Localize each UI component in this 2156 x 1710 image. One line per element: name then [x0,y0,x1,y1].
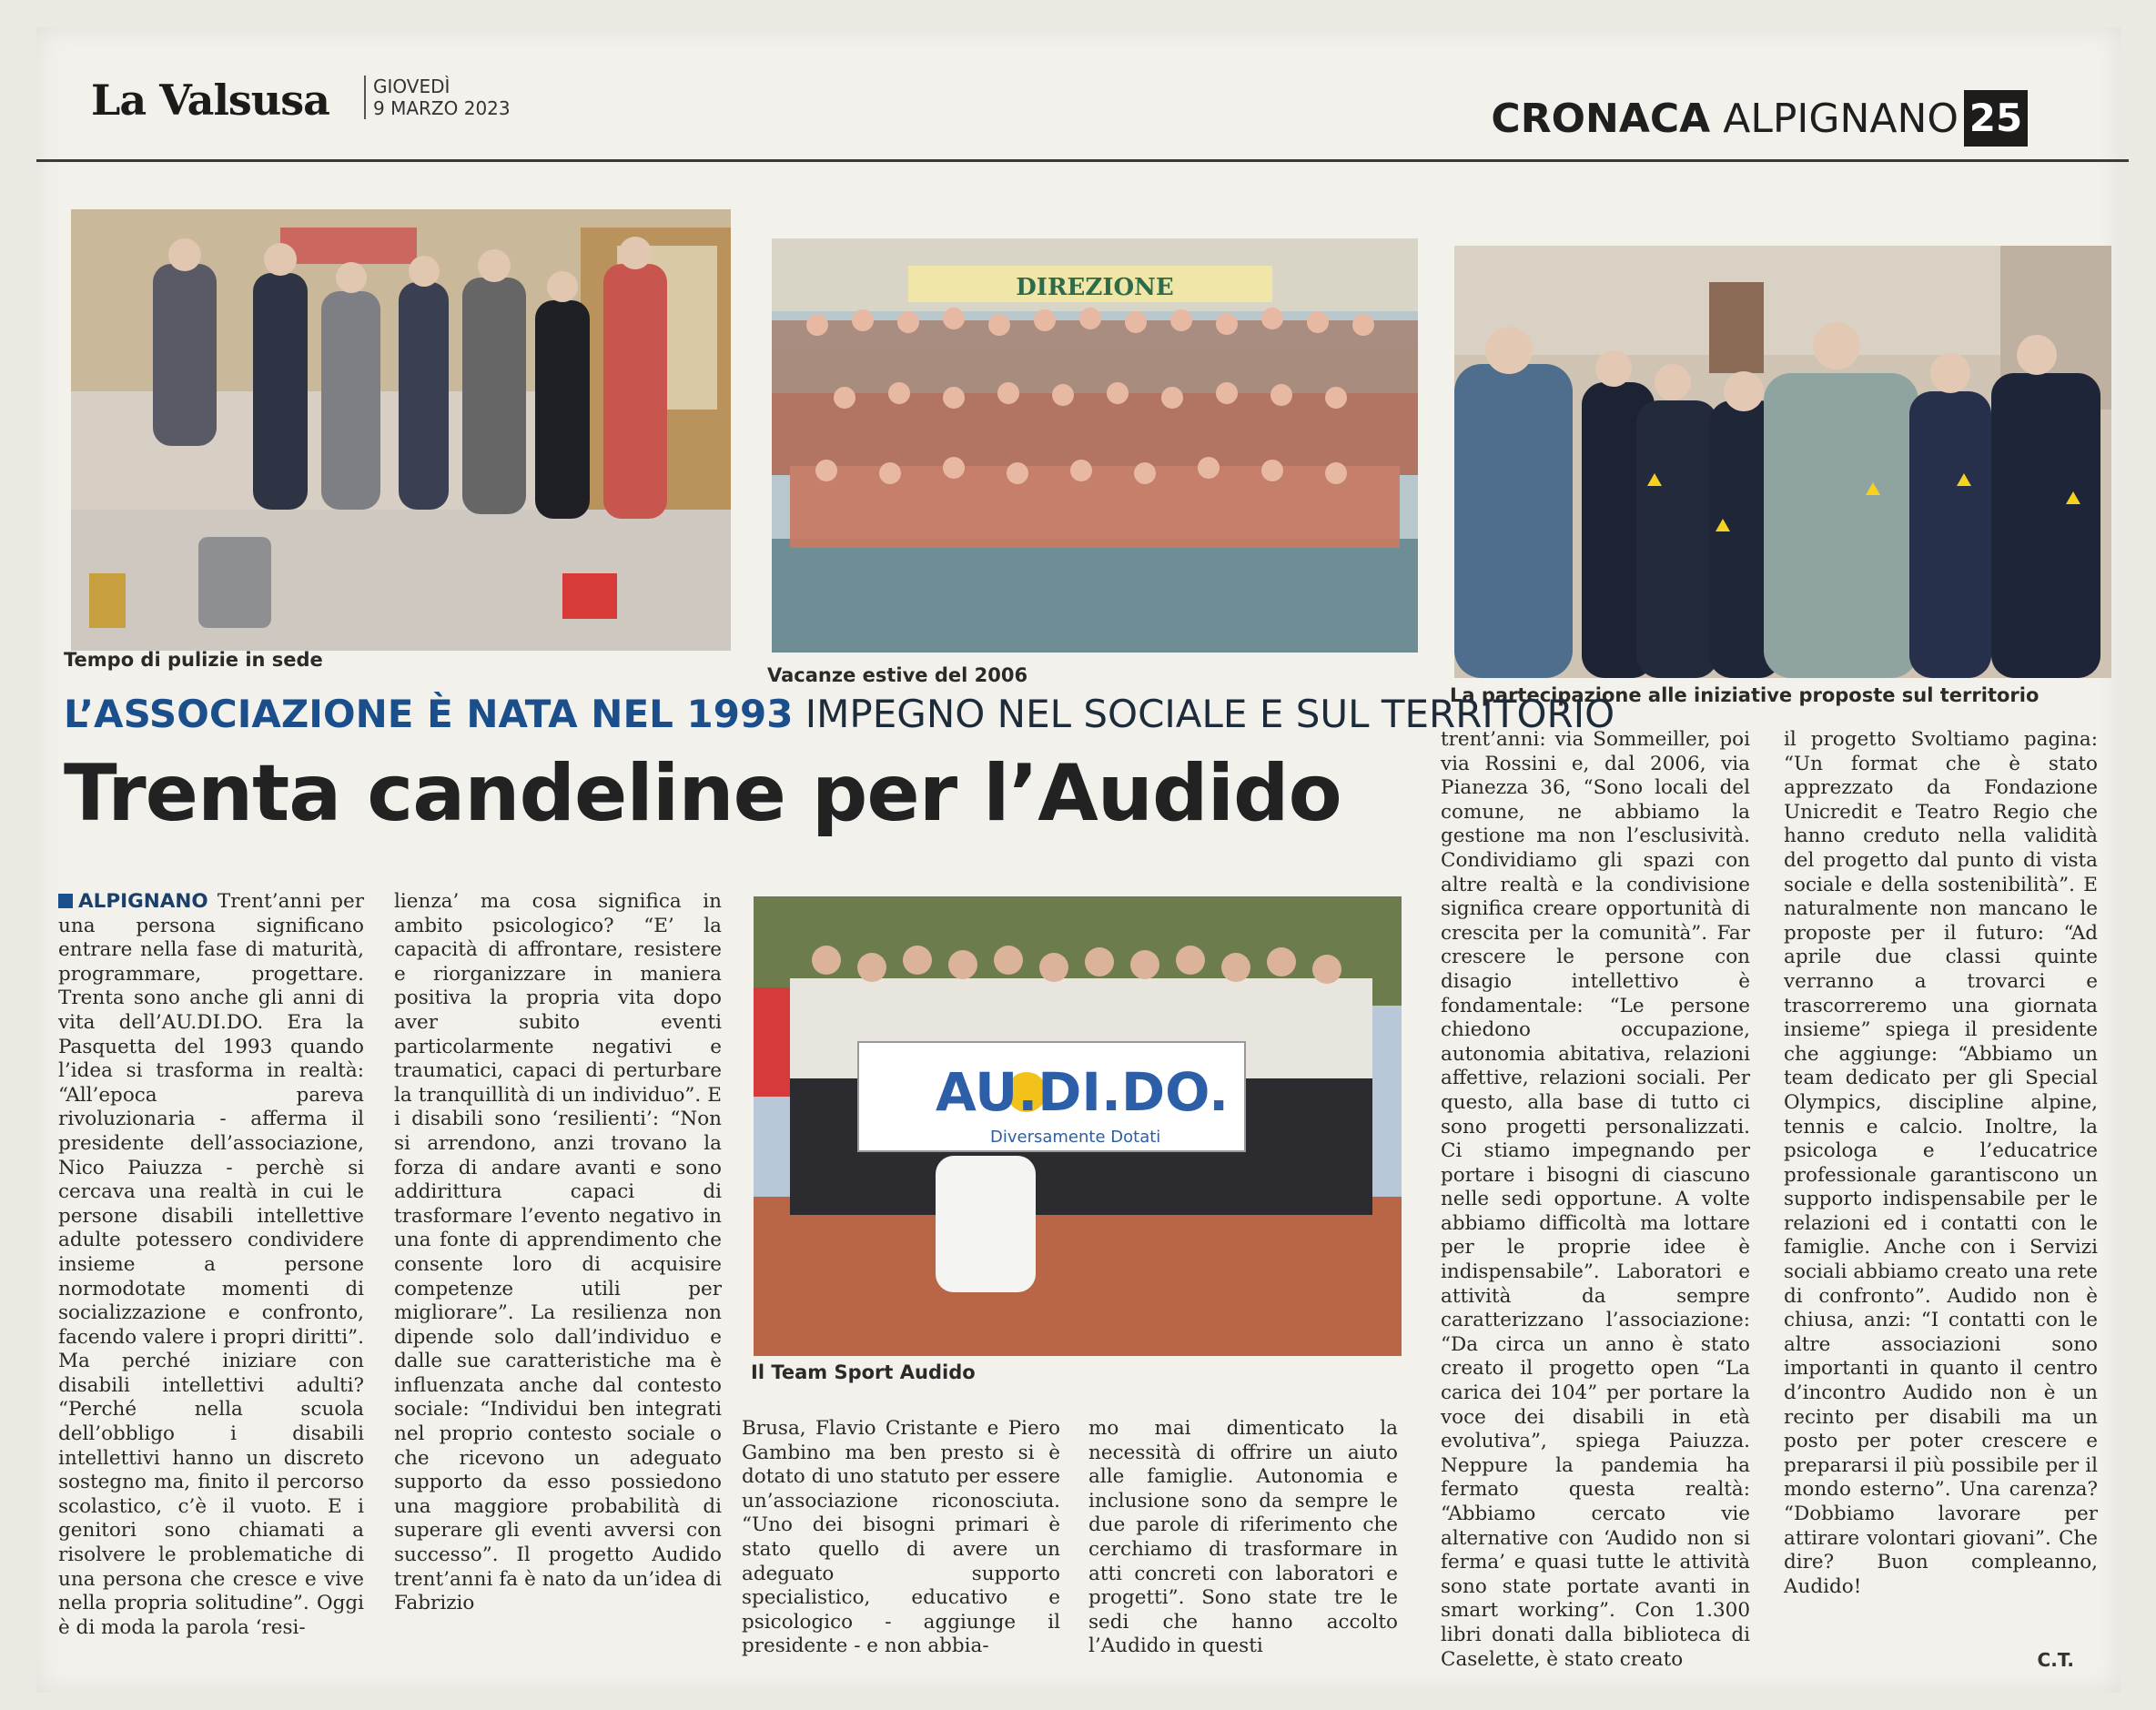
photo-territory [1454,246,2111,678]
article-column-2 [394,890,722,1616]
photo-cleaning [71,209,731,651]
column-1-text: Trent’anni per una persona significano entrare nella fase di maturità, programmare, progettare. Trenta sono anche gli anni di vita dell’AU.DI.DO. Era la Pasquetta del 1993 quando l’idea si trasforma in realtà: “All’epoca pareva rivoluzionaria - afferma il presidente dell’associazione, Nico Paiuzza - perchè si cercava una realtà in cui le persone disabili intellettive adulte potessero condividere insieme a persone normodotate momenti di socializzazione e confronto, facendo valere i propri diritti”. Ma perché iniziare con disabili intellettivi adulti? “Perché nella scuola dell’obbligo i disabili intellettivi hanno un discreto sostegno ma, finito il percorso scolastico, c’è il vuoto. E i genitori sono chiamati a risolvere le problematiche di una persona che cresce e vive nella propria solitudine”. Oggi è di moda la parola ‘resi- [58,890,364,1639]
masthead-rule [36,159,2129,162]
article-column-3 [742,1417,1060,1659]
caption-territory: La partecipazione alle iniziative proposte sul territorio [1450,684,2040,706]
kicker-highlight: L’ASSOCIAZIONE È NATA NEL 1993 [64,692,794,736]
photo-summer-2006 [772,238,1418,653]
dateline-square [58,894,73,908]
kicker-rest: IMPEGNO NEL SOCIALE E SUL TERRITORIO [805,692,1615,736]
masthead [36,50,2039,150]
issue-day: GIOVEDÌ [373,76,450,97]
article-column-1 [58,890,364,1640]
direzione-sign: DIREZIONE [1016,274,1174,301]
page-number: 25 [1964,90,2028,147]
issue-date [364,76,511,119]
article-column-5 [1441,728,1750,1672]
column-6-text: il progetto Svoltiamo pagina: “Un format che è stato apprezzato da Fondazione Unicredit e Teatro Regio che hanno creduto nella validità del progetto dal punto di vista sociale e della sostenibilità”. E naturalmente non mancano le proposte per il futuro: “Ad aprile due classi quinte verranno a trovarci e trascorreremo una giornata insieme” spiega il presidente che aggiunge: “Abbiamo un team dedicato per gli Special Olympics, discipline alpine, tennis e calcio. Inoltre, la psicologa e l’educatrice professionale garantiscono un supporto indispensabile per le relazioni ed i contatti con le famiglie. Anche con i Servizi sociali abbiamo creato una rete di confronto”. Audido non è chiusa, anzi: “I contatti con le altre associazioni sono importanti in quanto il centro d’incontro Audido non è un recinto per disabili ma un posto per poter crescere e prepararsi il più possibile per il mondo esterno”. Una carenza? “Dobbiamo lavorare per attirare volontari giovani”. Che dire? Buon compleanno, Audido! [1784,728,2098,1598]
caption-cleaning: Tempo di pulizie in sede [64,649,323,671]
column-2-text: lienza’ ma cosa significa in ambito psicologico? “E’ la capacità di affrontare, resistere e riorganizzare in maniera positiva la propria vita dopo aver subito eventi particolarmente negativi e traumatici, capaci di perturbare la tranquillità di un individuo”. E i disabili sono ‘resilienti’: “Non si arrendono, anzi trovano la forza di andare avanti e sono addirittura capaci di trasformare l’evento negativo in una fonte di apprendimento che consente loro di acquisire competenze utili per migliorare”. La resilienza non dipende solo dall’individuo e dalle sue caratteristiche ma è influenzata anche dal contesto sociale: “Individui ben integrati nel proprio contesto sociale o che ricevono un adeguato supporto da esso possiedono una maggiore probabilità di superare gli eventi avversi con successo”. Il progetto Audido trent’anni fa è nato da un’idea di Fabrizio [394,890,722,1615]
article-column-6 [1784,728,2098,1599]
article-column-4 [1088,1417,1398,1659]
banner-subtitle: Diversamente Dotati [990,1128,1161,1147]
photo-team-sport [754,896,1402,1356]
author-signature: C.T. [2037,1649,2074,1671]
article-kicker [64,692,1614,736]
paper-name: La Valsusa [91,76,329,125]
section-header [1491,96,1959,142]
section-town: ALPIGNANO [1723,96,1959,142]
banner-title: AU.DI.DO. [936,1061,1230,1123]
caption-summer: Vacanze estive del 2006 [767,664,1028,686]
dateline: ALPIGNANO [78,890,208,913]
column-4-text: mo mai dimenticato la necessità di offrire un aiuto alle famiglie. Autonomia e inclusione sono da sempre le due parole di riferimento che cerchiamo di trasformare in atti concreti con laboratori e progetti”. Sono state tre le sedi che hanno accolto l’Audido in questi [1088,1417,1398,1658]
section-name: CRONACA [1491,96,1711,142]
article-headline: Trenta candeline per l’Audido [64,748,1341,839]
column-3-text: Brusa, Flavio Cristante e Piero Gambino ma ben presto si è dotato di uno statuto per essere un’associazione riconosciuta. “Uno dei bisogni primari è stato quello di avere un adeguato supporto specialistico, educativo e psicologico - aggiunge il presidente - e non abbia- [742,1417,1060,1658]
issue-date-text: 9 MARZO 2023 [373,97,511,119]
column-5-text: trent’anni: via Sommeiller, poi via Rossini e, dal 2006, via Pianezza 36, “Sono locali del comune, ne abbiamo la gestione ma non l’esclusività. Condividiamo gli spazi con altre realtà e la condivisione significa creare opportunità di crescita per la comunità”. Far crescere le persone con disagio intellettivo è fondamentale: “Le persone chiedono occupazione, autonomia abitativa, relazioni affettive, relazioni sociali. Per questo, alla base di tutto ci sono progetti personalizzati. Ci stiamo impegnando per portare i bisogni di ciascuno nelle sedi opportune. A volte abbiamo difficoltà ma lottare per le proprie idee è indispensabile”. Laboratori e attività da sempre caratterizzano l’associazione: “Da circa un anno è stato creato il progetto open “La carica dei 104” per portare la voce dei disabili in età evolutiva”, spiega Paiuzza. Neppure la pandemia ha fermato questa realtà: “Abbiamo cercato vie alternative con ‘Audido non si ferma’ e quasi tutte le attività sono state portate avanti in smart working”. Con 1.300 libri donati dalla biblioteca di Caselette, è stato creato [1441,728,1750,1671]
caption-team: Il Team Sport Audido [751,1361,976,1383]
